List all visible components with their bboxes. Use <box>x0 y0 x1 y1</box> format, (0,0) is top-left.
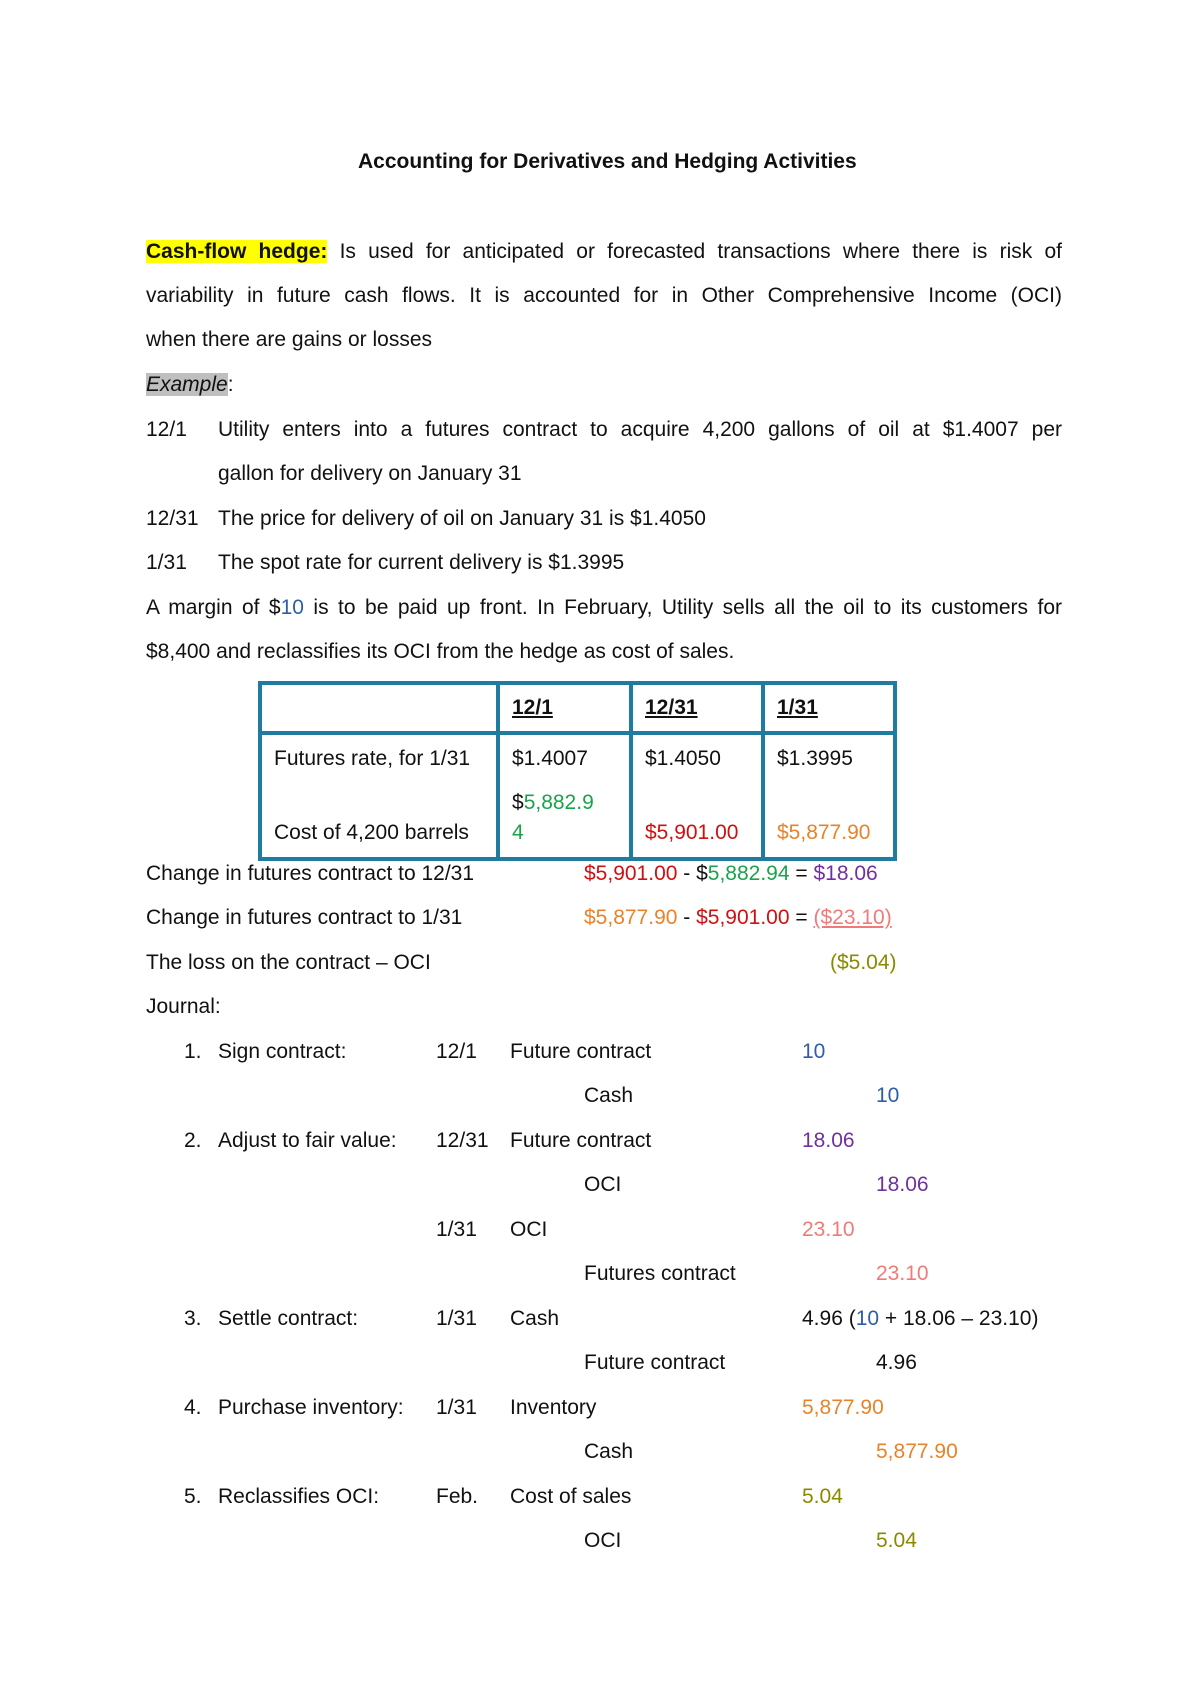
cost-value: $5,877.90 <box>777 821 871 844</box>
change-label: Change in futures contract to 12/31 <box>146 862 475 885</box>
entry-number: 5. <box>184 1485 202 1508</box>
credit-amount: 5.04 <box>876 1529 917 1552</box>
credit-amount: 4.96 <box>876 1351 917 1374</box>
debit-account: Cost of sales <box>510 1485 632 1508</box>
margin-pre: A margin of $ <box>146 596 281 619</box>
debit-amount: 5.04 <box>802 1485 843 1508</box>
change-label: Change in futures contract to 1/31 <box>146 906 463 929</box>
entry-description: Settle contract: <box>218 1307 359 1330</box>
cost-value-part: 5,882.9 <box>523 791 594 814</box>
entry-description: Reclassifies OCI: <box>218 1485 380 1508</box>
entry-date: 12/31 <box>436 1129 489 1152</box>
debit-account: Inventory <box>510 1396 597 1419</box>
calc-operator: - <box>677 862 697 885</box>
credit-amount: 18.06 <box>876 1173 929 1196</box>
header-date: 12/1 <box>512 696 553 719</box>
calc-operand: $5,901.00 <box>584 862 678 885</box>
event-text: The price for delivery of oil on January 31 is $1.4050 <box>218 507 706 530</box>
event-text: Utility enters into a futures contract to acquire 4,200 gallons of oil at $1.4007 per <box>218 418 1062 441</box>
example-label: Example <box>146 373 228 396</box>
event-date: 12/1 <box>146 418 187 441</box>
calc-operand: 5,882.94 <box>707 862 790 885</box>
calc-prefix: $ <box>696 862 708 885</box>
example-heading <box>146 371 234 399</box>
definition-line-3: when there are gains or losses <box>146 328 432 351</box>
credit-account: OCI <box>584 1173 622 1196</box>
debit-amount: 5,877.90 <box>802 1396 884 1419</box>
cost-prefix: $ <box>512 791 524 814</box>
example-colon: : <box>227 373 234 396</box>
calc-equals: = <box>789 862 814 885</box>
debit-account: Future contract <box>510 1040 652 1063</box>
calc-result: ($23.10) <box>813 906 892 929</box>
entry-description: Adjust to fair value: <box>218 1129 397 1152</box>
definition-text-1: Is used for anticipated or forecasted transactions where there is risk of <box>339 240 1062 263</box>
entry-date: Feb. <box>436 1485 479 1508</box>
table-cell <box>631 733 763 859</box>
definition-line-2: variability in future cash flows. It is accounted for in Other Comprehensive Income (OCI) <box>146 284 1062 307</box>
cost-value: $5,901.00 <box>645 821 739 844</box>
credit-amount: 23.10 <box>876 1262 929 1285</box>
table-header-cell <box>763 683 895 733</box>
calc-operand: $5,877.90 <box>584 906 678 929</box>
header-date: 12/31 <box>645 696 698 719</box>
margin-line-1 <box>146 594 1062 622</box>
debit-amount: 4.96 <box>802 1307 843 1330</box>
definition-line-1 <box>146 238 1062 266</box>
row-label: Futures rate, for 1/31 <box>274 747 471 770</box>
table-header-cell <box>631 683 763 733</box>
calc-result: $18.06 <box>813 862 878 885</box>
header-date: 1/31 <box>777 696 818 719</box>
entry-date: 1/31 <box>436 1307 477 1330</box>
event-text-cont: gallon for delivery on January 31 <box>218 462 522 485</box>
entry-date: 1/31 <box>436 1218 477 1241</box>
credit-amount: 5,877.90 <box>876 1440 958 1463</box>
credit-amount: 10 <box>876 1084 900 1107</box>
debit-amount: 23.10 <box>802 1218 855 1241</box>
credit-account: OCI <box>584 1529 622 1552</box>
event-date: 12/31 <box>146 507 199 530</box>
event-date: 1/31 <box>146 551 187 574</box>
journal-heading: Journal: <box>146 995 221 1018</box>
calc-equals: = <box>789 906 814 929</box>
row-label: Cost of 4,200 barrels <box>274 821 469 844</box>
table-header-cell <box>260 683 498 733</box>
table-header-row <box>260 683 895 733</box>
entry-number: 4. <box>184 1396 202 1419</box>
table-cell <box>763 733 895 859</box>
entry-number: 1. <box>184 1040 202 1063</box>
entry-date: 12/1 <box>436 1040 477 1063</box>
table-header-cell <box>498 683 631 733</box>
entry-number: 3. <box>184 1307 202 1330</box>
credit-account: Futures contract <box>584 1262 736 1285</box>
debit-account: OCI <box>510 1218 548 1241</box>
entry-number: 2. <box>184 1129 202 1152</box>
calc-result: ($5.04) <box>830 951 897 974</box>
table-cell <box>260 733 498 859</box>
cost-value-wrap: 4 <box>512 821 524 844</box>
calc-operator: - <box>677 906 697 929</box>
debit-account: Future contract <box>510 1129 652 1152</box>
credit-account: Cash <box>584 1440 634 1463</box>
table-row <box>260 733 895 859</box>
calc-margin: 10 <box>855 1307 880 1330</box>
calc-operand: $5,901.00 <box>696 906 790 929</box>
debit-account: Cash <box>510 1307 560 1330</box>
futures-rate-table <box>258 681 897 861</box>
calc-rest: + 18.06 – 23.10) <box>879 1307 1039 1330</box>
entry-date: 1/31 <box>436 1396 477 1419</box>
entry-description: Purchase inventory: <box>218 1396 404 1419</box>
calc-open: ( <box>842 1307 856 1330</box>
debit-amount: 10 <box>802 1040 826 1063</box>
rate-value: $1.3995 <box>777 747 853 770</box>
change-calc <box>584 904 892 932</box>
debit-amount-calc <box>802 1305 1038 1333</box>
margin-post: is to be paid up front. In February, Utility sells all the oil to its customers for <box>303 596 1062 619</box>
change-calc <box>584 860 878 888</box>
cost-value <box>512 789 594 817</box>
event-text: The spot rate for current delivery is $1.3995 <box>218 551 625 574</box>
table-cell <box>498 733 631 859</box>
rate-value: $1.4007 <box>512 747 588 770</box>
entry-description: Sign contract: <box>218 1040 347 1063</box>
rate-value: $1.4050 <box>645 747 721 770</box>
margin-amount: 10 <box>280 596 304 619</box>
credit-account: Future contract <box>584 1351 726 1374</box>
margin-line-2: $8,400 and reclassifies its OCI from the hedge as cost of sales. <box>146 640 735 663</box>
debit-amount: 18.06 <box>802 1129 855 1152</box>
credit-account: Cash <box>584 1084 634 1107</box>
definition-term: Cash-flow hedge: <box>146 240 328 263</box>
page-title: Accounting for Derivatives and Hedging Activities <box>358 150 857 173</box>
change-label: The loss on the contract – OCI <box>146 951 431 974</box>
